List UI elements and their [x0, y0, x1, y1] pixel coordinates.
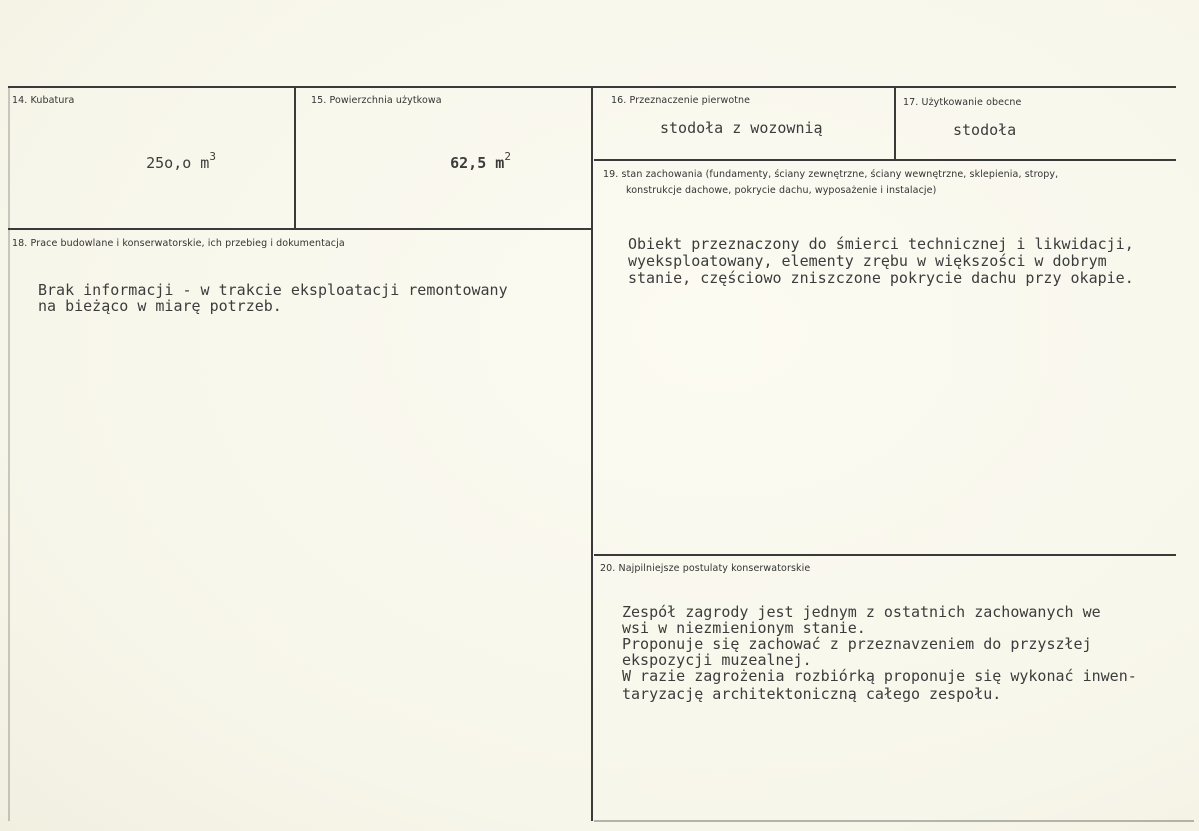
field-19-line-2: wyeksploatowany, elementy zrębu w większości w dobrym: [628, 252, 1107, 270]
field-14-exponent: 3: [209, 150, 216, 163]
field-19-line-1: Obiekt przeznaczony do śmierci technicznej i likwidacji,: [628, 235, 1134, 253]
field-16-value: stodoła z wozownią: [660, 119, 823, 137]
field-20-line-1: Zespół zagrody jest jednym z ostatnich zachowanych we: [622, 603, 1101, 621]
field-17-value: stodoła: [953, 121, 1017, 139]
field-20-line-6: taryzację architektoniczną całego zespołu.: [622, 685, 1002, 703]
field-16-label: 16. Przeznaczenie pierwotne: [611, 95, 751, 106]
rule-16-17-bottom: [594, 159, 1176, 161]
field-14-text: 25o,o m: [146, 154, 210, 172]
field-14-label: 14. Kubatura: [12, 95, 75, 106]
field-19-line-3: stanie, częściowo zniszczone pokrycie dachu przy okapie.: [628, 269, 1134, 287]
field-20-line-4: ekspozycji muzealnej.: [622, 651, 812, 669]
field-18-line-1: Brak informacji - w trakcie eksploatacji remontowany: [38, 281, 508, 299]
field-15-text: 62,5 m: [450, 154, 505, 172]
bottom-rule-right: [594, 820, 1194, 822]
rule-14-15-bottom: [8, 228, 593, 230]
field-18-label: 18. Prace budowlane i konserwatorskie, ich przebieg i dokumentacja: [12, 238, 345, 249]
field-18-line-2: na bieżąco w miarę potrzeb.: [38, 297, 282, 315]
divider-16-17: [894, 86, 896, 160]
field-20-label: 20. Najpilniejsze postulaty konserwatorskie: [600, 563, 811, 574]
field-19-label-line-2: konstrukcje dachowe, pokrycie dachu, wyposażenie i instalacje): [626, 185, 937, 196]
divider-14-15: [294, 86, 296, 228]
field-20-line-2: wsi w niezmienionym stanie.: [622, 619, 866, 637]
rule-19-bottom: [594, 554, 1176, 556]
field-15-value: [414, 138, 511, 189]
field-19-label-line-1: 19. stan zachowania (fundamenty, ściany zewnętrzne, ściany wewnętrzne, sklepienia, stropy,: [603, 169, 1059, 180]
divider-main: [591, 86, 593, 821]
field-20-line-3: Proponuje się zachować z przeznavzeniem do przyszłej: [622, 635, 1092, 653]
field-15-exponent: 2: [504, 150, 511, 163]
left-edge: [8, 86, 10, 821]
field-15-label: 15. Powierzchnia użytkowa: [311, 95, 442, 106]
field-14-value: [110, 138, 216, 189]
field-20-line-5: W razie zagrożenia rozbiórką proponuje się wykonać inwen-: [622, 667, 1137, 685]
field-17-label: 17. Użytkowanie obecne: [903, 97, 1022, 108]
